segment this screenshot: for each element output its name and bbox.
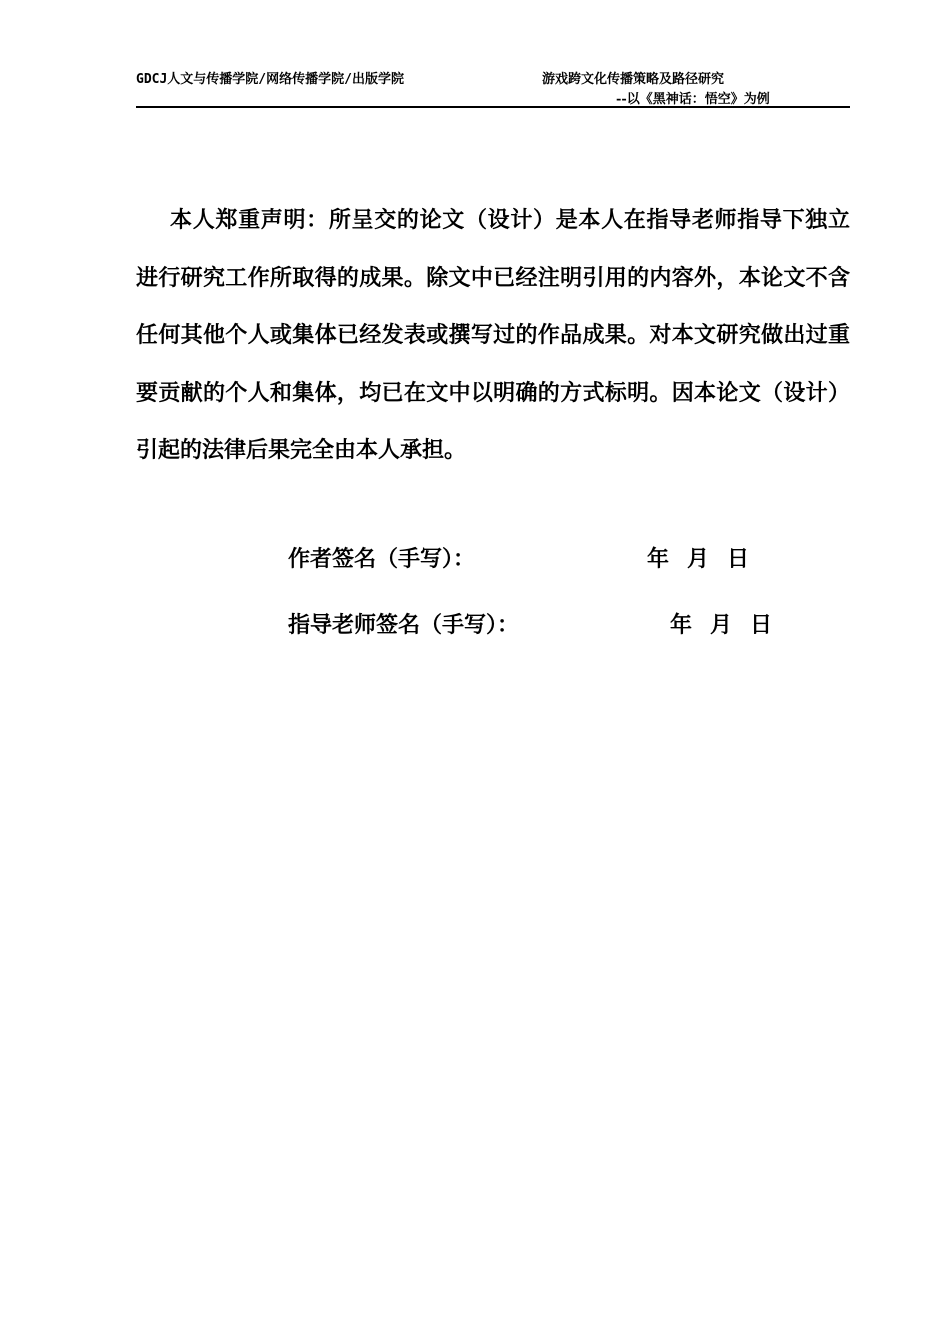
advisor-date-year: 年 — [670, 612, 693, 638]
author-date-year: 年 — [647, 546, 670, 572]
header-thesis-subtitle: --以《黑神话：悟空》为例 — [616, 92, 770, 107]
author-date-day: 日 — [727, 546, 750, 572]
header-institution: GDCJ人文与传播学院/网络传播学院/出版学院 — [136, 72, 404, 87]
advisor-date-month: 月 — [710, 612, 733, 638]
advisor-date-day: 日 — [750, 612, 773, 638]
page-header — [136, 62, 850, 108]
author-date — [647, 542, 749, 573]
declaration-text: 本人郑重声明：所呈交的论文（设计）是本人在指导老师指导下独立进行研究工作所取得的成果。除文中已经注明引用的内容外，本论文不含任何其他个人或集体已经发表或撰写过的作品成果。对本文研究做出过重要贡献的个人和集体，均已在文中以明确的方式标明。因本论文（设计）引起的法律后果完全由本人承担。 — [136, 207, 850, 463]
author-signature-label: 作者签名（手写）： — [288, 546, 476, 572]
header-thesis-title: 游戏跨文化传播策略及路径研究 — [542, 72, 725, 87]
advisor-signature-label: 指导老师签名（手写）： — [288, 612, 520, 638]
author-date-month: 月 — [687, 546, 710, 572]
advisor-date — [670, 608, 772, 639]
